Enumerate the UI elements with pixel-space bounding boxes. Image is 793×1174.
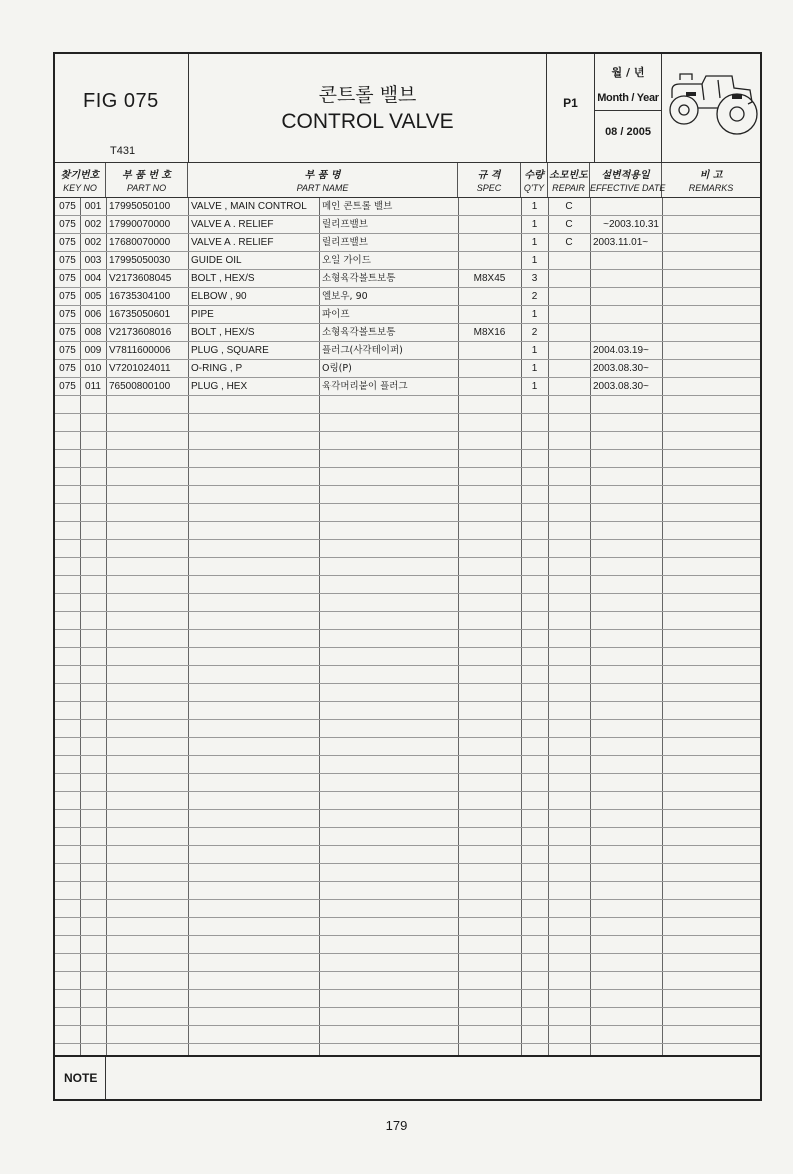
table-row (55, 504, 760, 522)
table-row (55, 1026, 760, 1044)
repair-cell: C (565, 219, 573, 230)
repair-cell (548, 252, 590, 269)
part-name-kr-cell: 소형육각볼트보통 (322, 273, 396, 284)
table-row (55, 612, 760, 630)
table-row (55, 234, 760, 252)
qty-cell: 1 (531, 381, 538, 392)
effective-date-cell (590, 288, 662, 305)
table-row (55, 216, 760, 234)
fig-cell: 075 (59, 273, 76, 284)
figure-cell (55, 54, 189, 162)
spec-cell (458, 216, 521, 233)
part-name-en-cell: VALVE A . RELIEF (191, 219, 274, 230)
spec-cell (458, 234, 521, 251)
part-name-en-cell: PLUG , SQUARE (191, 345, 269, 356)
title-cell (189, 54, 547, 162)
title-korean: 콘트롤 밸브 (318, 84, 417, 106)
qty-cell: 2 (531, 327, 538, 338)
table-row (55, 954, 760, 972)
effective-date-cell (590, 198, 662, 215)
effective-date-cell: 2003.11.01~ (593, 237, 649, 248)
effective-date-cell (590, 252, 662, 269)
table-row (55, 702, 760, 720)
key-no-cell: 009 (84, 345, 102, 356)
repair-cell (548, 288, 590, 305)
fig-cell: 075 (59, 201, 76, 212)
table-row (55, 1008, 760, 1026)
table-row (55, 522, 760, 540)
fig-cell: 075 (59, 237, 76, 248)
table-row (55, 324, 760, 342)
part-name-kr-cell: 릴리프밸브 (322, 219, 368, 230)
remarks-cell (662, 306, 760, 323)
spec-cell (458, 252, 521, 269)
table-row (55, 936, 760, 954)
table-row (55, 756, 760, 774)
tractor-icon (662, 54, 760, 162)
fig-cell: 075 (59, 381, 76, 392)
part-name-en-cell: BOLT , HEX/S (191, 327, 255, 338)
part-no-cell: 17680070000 (109, 237, 171, 248)
table-row (55, 864, 760, 882)
part-no-cell: 17995050030 (109, 255, 171, 266)
parts-table-body (55, 198, 760, 1055)
remarks-cell (662, 234, 760, 251)
part-name-kr-cell: 오일 가이드 (322, 255, 371, 266)
col-key-no: 찾기번호 KEY NO (55, 163, 106, 197)
table-row (55, 900, 760, 918)
remarks-cell (662, 360, 760, 377)
spec-cell: M8X45 (473, 273, 506, 284)
part-name-kr-cell: 릴리프밸브 (322, 237, 368, 248)
part-name-kr-cell: 엘보우, 90 (322, 291, 368, 302)
part-name-en-cell: O-RING , P (191, 363, 243, 374)
key-no-cell: 002 (84, 237, 102, 248)
table-row (55, 594, 760, 612)
part-name-kr-cell: O링(P) (322, 363, 352, 374)
part-no-cell: 16735304100 (109, 291, 171, 302)
repair-cell (548, 324, 590, 341)
key-no-cell: 008 (84, 327, 102, 338)
table-row (55, 990, 760, 1008)
part-name-kr-cell: 플러그(사각테이퍼) (322, 345, 403, 356)
table-row (55, 720, 760, 738)
title-english: CONTROL VALVE (281, 110, 454, 133)
qty-cell: 1 (531, 255, 538, 266)
repair-cell (548, 306, 590, 323)
key-no-cell: 010 (84, 363, 102, 374)
part-name-kr-cell: 파이프 (322, 309, 350, 320)
repair-cell: C (565, 201, 573, 212)
effective-date-cell: 2003.08.30~ (593, 381, 649, 392)
table-row (55, 882, 760, 900)
part-name-en-cell: BOLT , HEX/S (191, 273, 255, 284)
remarks-cell (662, 324, 760, 341)
remarks-cell (662, 378, 760, 395)
column-header-row (55, 162, 760, 198)
repair-cell (548, 270, 590, 287)
remarks-cell (662, 252, 760, 269)
fig-cell: 075 (59, 327, 76, 338)
spec-cell (458, 288, 521, 305)
remarks-cell (662, 270, 760, 287)
table-row (55, 972, 760, 990)
key-no-cell: 001 (84, 201, 102, 212)
date-label-korean: 월 / 년 (611, 66, 645, 79)
spec-cell (458, 342, 521, 359)
effective-date-cell: 2004.03.19~ (593, 345, 649, 356)
table-row (55, 378, 760, 396)
note-label-cell (55, 1057, 106, 1099)
date-cell (595, 54, 662, 162)
part-name-en-cell: GUIDE OIL (191, 255, 242, 266)
remarks-cell (662, 198, 760, 215)
part-name-en-cell: VALVE , MAIN CONTROL (191, 201, 307, 212)
qty-cell: 1 (531, 201, 538, 212)
part-name-kr-cell: 육각머리붙이 플러그 (322, 381, 408, 392)
spec-cell (458, 378, 521, 395)
col-remarks: 비 고 REMARKS (688, 170, 734, 193)
repair-cell: C (565, 237, 573, 248)
table-row (55, 288, 760, 306)
fig-cell: 075 (59, 309, 76, 320)
date-value: 08 / 2005 (605, 126, 651, 138)
part-no-cell: 76500800100 (109, 381, 171, 392)
note-label: NOTE (64, 1071, 98, 1085)
col-part-no: 부 품 번 호 PART NO (106, 163, 188, 197)
repair-cell (548, 378, 590, 395)
key-no-cell: 003 (84, 255, 102, 266)
fig-cell: 075 (59, 291, 76, 302)
page-code: P1 (563, 96, 578, 110)
part-no-cell: 17990070000 (109, 219, 171, 230)
part-name-en-cell: PLUG , HEX (191, 381, 248, 392)
table-row (55, 306, 760, 324)
table-row (55, 684, 760, 702)
part-no-cell: V7811600006 (109, 345, 171, 356)
remarks-cell (662, 216, 760, 233)
repair-cell (548, 360, 590, 377)
table-row (55, 648, 760, 666)
table-row (55, 630, 760, 648)
effective-date-cell (590, 270, 662, 287)
part-name-en-cell: ELBOW , 90 (191, 291, 247, 302)
part-name-kr-cell: 메인 콘트롤 밸브 (322, 201, 393, 212)
part-no-cell: V7201024011 (109, 363, 171, 374)
qty-cell: 3 (531, 273, 538, 284)
table-row (55, 198, 760, 216)
part-no-cell: 16735050601 (109, 309, 171, 320)
fig-cell: 075 (59, 219, 76, 230)
part-name-kr-cell: 소형육각볼트보통 (322, 327, 396, 338)
page-number: 179 (385, 1118, 408, 1133)
table-row (55, 792, 760, 810)
table-row (55, 774, 760, 792)
repair-cell (548, 342, 590, 359)
table-row (55, 432, 760, 450)
table-row (55, 450, 760, 468)
date-divider (595, 110, 661, 111)
spec-cell (458, 198, 521, 215)
figure-number: FIG 075 (83, 90, 159, 112)
table-row (55, 468, 760, 486)
table-row (55, 576, 760, 594)
date-label-english: Month / Year (597, 92, 659, 104)
col-part-name: 부 품 명 PART NAME (188, 163, 458, 197)
table-row (55, 540, 760, 558)
col-qty: 수량 Q'TY (521, 163, 548, 197)
spec-cell: M8X16 (473, 327, 506, 338)
remarks-cell (662, 288, 760, 305)
table-row (55, 270, 760, 288)
table-row (55, 414, 760, 432)
spec-cell (458, 306, 521, 323)
col-spec: 규 격 SPEC (458, 163, 521, 197)
table-row (55, 252, 760, 270)
table-row (55, 666, 760, 684)
note-box (55, 1055, 760, 1099)
remarks-cell (662, 342, 760, 359)
key-no-cell: 004 (84, 273, 102, 284)
qty-cell: 1 (531, 237, 538, 248)
page-code-cell (547, 54, 595, 162)
fig-cell: 075 (59, 345, 76, 356)
parts-sheet (53, 52, 762, 1101)
tractor-thumbnail (662, 54, 760, 162)
part-no-cell: V2173608045 (109, 273, 172, 284)
table-row (55, 846, 760, 864)
table-row (55, 558, 760, 576)
fig-cell: 075 (59, 363, 76, 374)
effective-date-cell: ~2003.10.31 (603, 219, 659, 230)
table-row (55, 810, 760, 828)
table-row (55, 486, 760, 504)
part-no-cell: 17995050100 (109, 201, 171, 212)
col-effective-date: 설변적용일 EFFECTIVE DATE (590, 163, 662, 197)
effective-date-cell: 2003.08.30~ (593, 363, 649, 374)
table-row (55, 342, 760, 360)
key-no-cell: 006 (84, 309, 102, 320)
qty-cell: 1 (531, 309, 538, 320)
model-code: T431 (110, 145, 136, 157)
part-name-en-cell: PIPE (191, 309, 214, 320)
effective-date-cell (590, 306, 662, 323)
table-row (55, 738, 760, 756)
qty-cell: 1 (531, 219, 538, 230)
table-row (55, 396, 760, 414)
qty-cell: 1 (531, 345, 538, 356)
part-no-cell: V2173608016 (109, 327, 172, 338)
fig-cell: 075 (59, 255, 76, 266)
spec-cell (458, 360, 521, 377)
col-repair: 소모빈도 REPAIR (548, 163, 590, 197)
table-row (55, 918, 760, 936)
qty-cell: 2 (531, 291, 538, 302)
key-no-cell: 011 (85, 381, 101, 392)
table-row (55, 828, 760, 846)
key-no-cell: 002 (84, 219, 102, 230)
qty-cell: 1 (531, 363, 538, 374)
effective-date-cell (590, 324, 662, 341)
key-no-cell: 005 (84, 291, 102, 302)
table-row (55, 360, 760, 378)
part-name-en-cell: VALVE A . RELIEF (191, 237, 274, 248)
